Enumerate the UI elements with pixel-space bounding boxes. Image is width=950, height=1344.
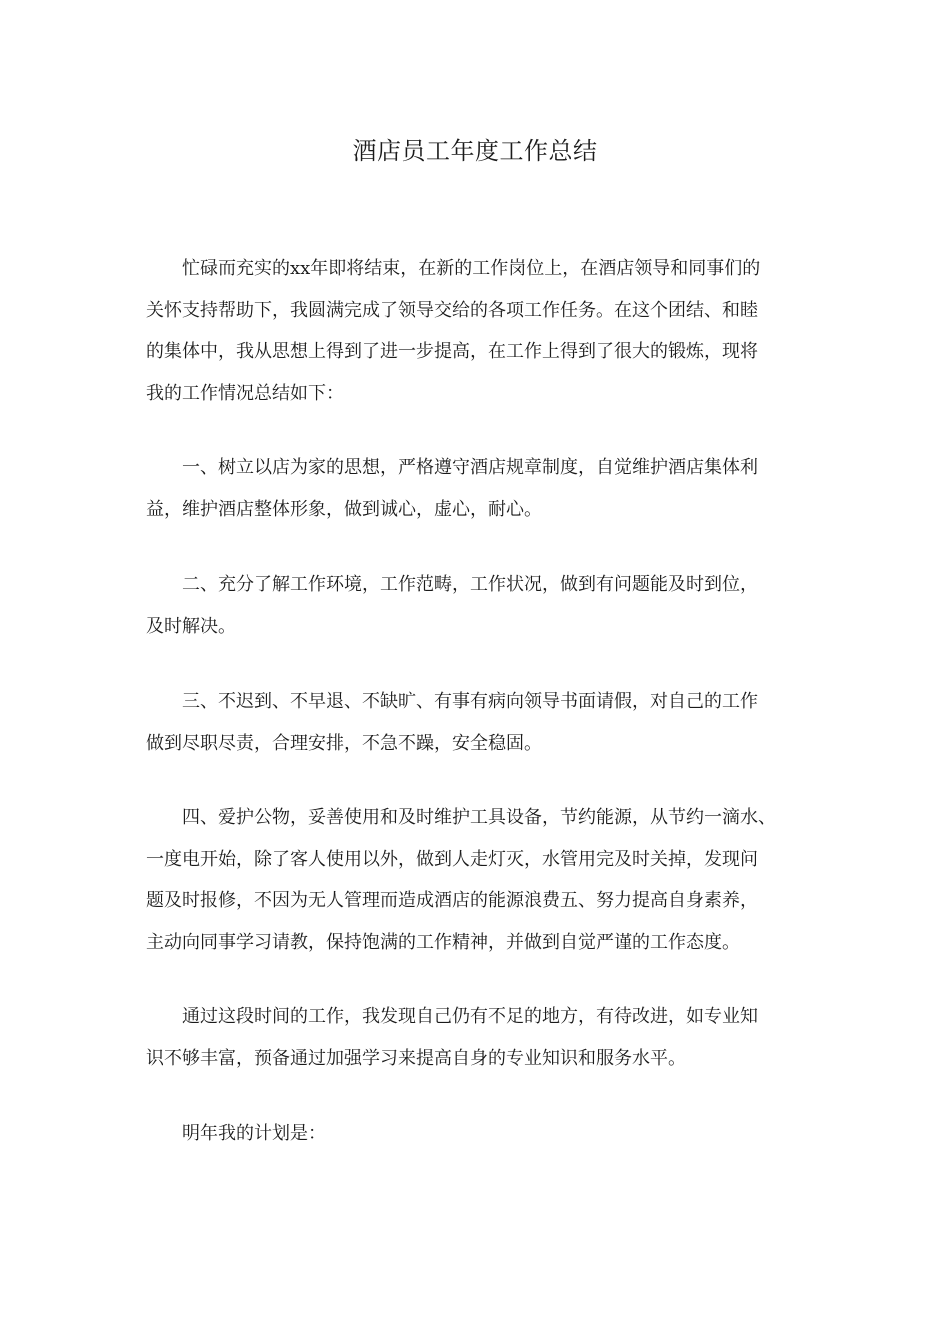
- paragraph-line: 的集体中，我从思想上得到了进一步提高，在工作上得到了很大的锻炼，现将: [146, 341, 758, 362]
- paragraph-reflection: [146, 996, 810, 1079]
- paragraph-line: 一、树立以店为家的思想，严格遵守酒店规章制度，自觉维护酒店集体利: [182, 457, 758, 478]
- paragraph-line: 二、充分了解工作环境，工作范畴，工作状况，做到有问题能及时到位，: [182, 574, 758, 595]
- paragraph-line: 关怀支持帮助下，我圆满完成了领导交给的各项工作任务。在这个团结、和睦: [146, 299, 758, 321]
- paragraph-plan: [146, 1113, 810, 1155]
- paragraph-line: 益，维护酒店整体形象，做到诚心，虚心，耐心。: [146, 498, 542, 520]
- paragraph-line: 做到尽职尽责，合理安排，不急不躁，安全稳固。: [146, 732, 542, 754]
- paragraph-item-3: [146, 681, 810, 764]
- document-title: 酒店员工年度工作总结: [352, 137, 598, 165]
- paragraph-line: 四、爱护公物，妥善使用和及时维护工具设备，节约能源，从节约一滴水、: [182, 807, 776, 828]
- paragraph-line: 一度电开始，除了客人使用以外，做到人走灯灭，水管用完及时关掉，发现问: [146, 848, 758, 870]
- paragraph-item-4: [146, 797, 810, 963]
- paragraph-intro: [146, 248, 810, 414]
- paragraph-item-2: [146, 564, 810, 647]
- paragraph-line: 通过这段时间的工作，我发现自己仍有不足的地方，有待改进，如专业知: [182, 1006, 758, 1027]
- paragraph-line: 三、不迟到、不早退、不缺旷、有事有病向领导书面请假，对自己的工作: [182, 691, 758, 712]
- paragraph-line: 识不够丰富，预备通过加强学习来提高自身的专业知识和服务水平。: [146, 1047, 686, 1069]
- paragraph-line: 及时解决。: [146, 615, 236, 637]
- paragraph-line: 明年我的计划是：: [182, 1123, 326, 1144]
- paragraph-line: 题及时报修，不因为无人管理而造成酒店的能源浪费五、努力提高自身素养，: [146, 890, 758, 911]
- paragraph-item-1: [146, 447, 810, 530]
- paragraph-line: 忙碌而充实的xx年即将结束，在新的工作岗位上，在酒店领导和同事们的: [182, 258, 761, 279]
- paragraph-line: 主动向同事学习请教，保持饱满的工作精神，并做到自觉严谨的工作态度。: [146, 931, 740, 953]
- paragraph-line: 我的工作情况总结如下：: [146, 382, 344, 404]
